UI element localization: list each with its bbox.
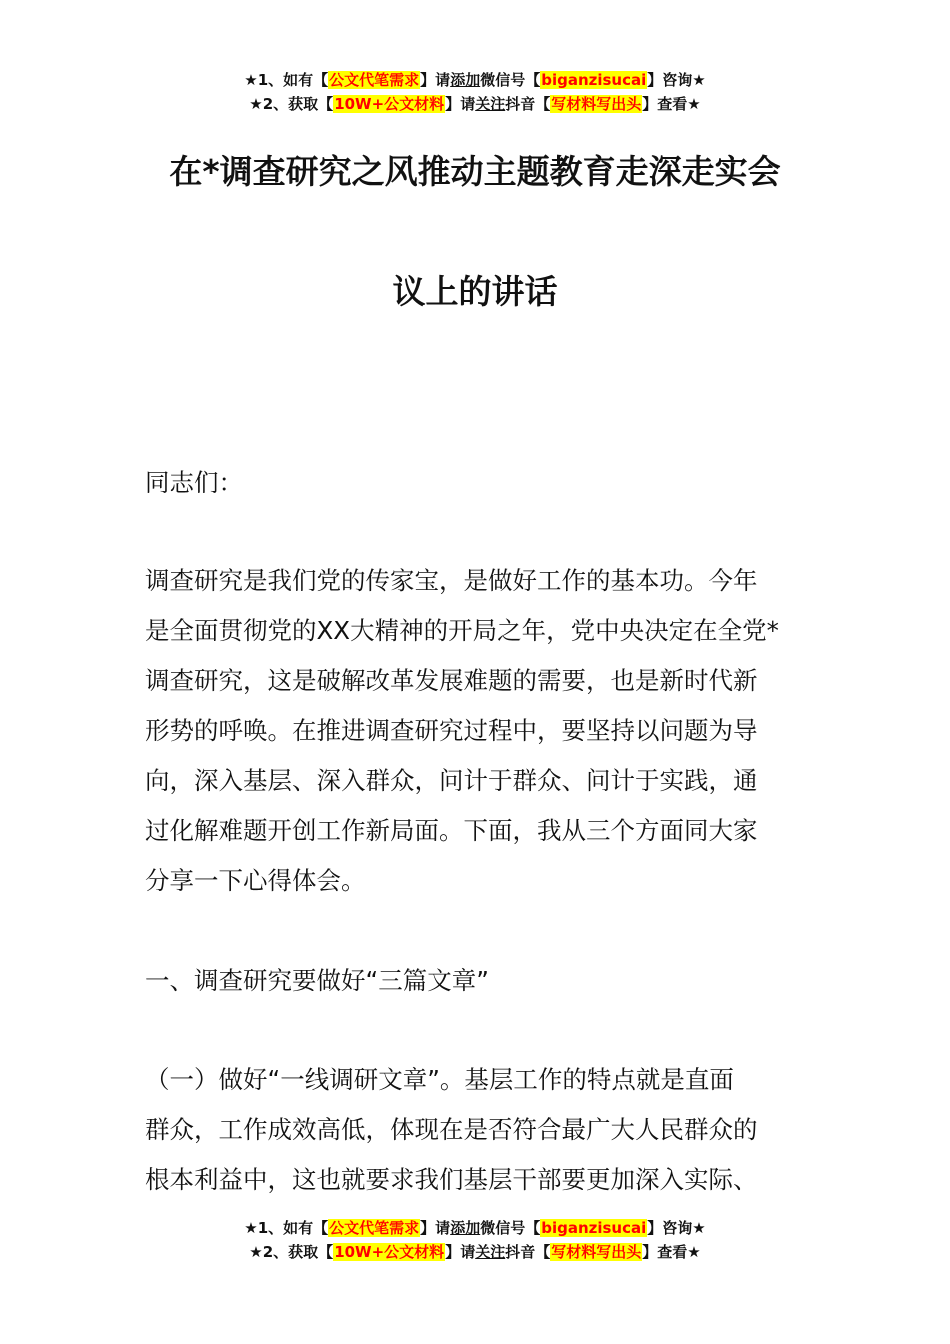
promo-highlight: 写材料写出头: [551, 95, 642, 113]
text-line: 是全面贯彻党的XX大精神的开局之年，党中央决定在全党*: [145, 616, 779, 645]
text-line: （一）做好“一线调研文章”。基层工作的特点就是直面: [145, 1065, 734, 1094]
promo-highlight: 10W+公文材料: [334, 1243, 445, 1261]
promo-text: 】咨询★: [647, 1219, 706, 1237]
promo-highlight: biganzisucai: [541, 1219, 647, 1237]
text-line: 形势的呼唤。在推进调查研究过程中，要坚持以问题为导: [145, 716, 758, 745]
document-title-line-1: 在*调查研究之风推动主题教育走深走实会: [169, 152, 781, 191]
promo-underlined: 添加: [450, 71, 481, 89]
promo-text: ★2、获取【: [249, 95, 334, 113]
promo-line-1: [0, 68, 950, 92]
promo-line-1: [0, 1216, 950, 1240]
promo-underlined: 关注: [475, 1243, 506, 1261]
salutation: 同志们：: [145, 468, 243, 497]
document-title-line-2: 议上的讲话: [392, 272, 558, 311]
promo-text: ★1、如有【: [244, 71, 329, 89]
text-line: 群众，工作成效高低，体现在是否符合最广大人民群众的: [145, 1115, 758, 1144]
promo-text: 】请: [420, 1219, 451, 1237]
promo-highlight: 公文代笔需求: [329, 71, 420, 89]
promo-text: 】请: [420, 71, 451, 89]
promo-text: 】咨询★: [647, 71, 706, 89]
promo-text: 微信号【: [480, 71, 541, 89]
promo-highlight: biganzisucai: [541, 71, 647, 89]
text-line: 过化解难题开创工作新局面。下面，我从三个方面同大家: [145, 816, 758, 845]
promo-underlined: 关注: [475, 95, 506, 113]
text-line: 根本利益中，这也就要求我们基层干部要更加深入实际、: [145, 1165, 758, 1194]
promo-underlined: 添加: [450, 1219, 481, 1237]
promo-text: 抖音【: [505, 95, 551, 113]
text-line: 分享一下心得体会。: [145, 866, 366, 895]
promo-text: 】查看★: [642, 1243, 701, 1261]
promo-banner-top: [0, 68, 950, 116]
section-heading-1: 一、调查研究要做好“三篇文章”: [145, 966, 489, 995]
promo-highlight: 10W+公文材料: [334, 95, 445, 113]
promo-text: 微信号【: [480, 1219, 541, 1237]
text-line: 调查研究，这是破解改革发展难题的需要，也是新时代新: [145, 666, 758, 695]
section-paragraph-1: [145, 1055, 810, 1205]
promo-text: 】查看★: [642, 95, 701, 113]
promo-text: 抖音【: [505, 1243, 551, 1261]
text-line: 调查研究是我们党的传家宝，是做好工作的基本功。今年: [145, 566, 758, 595]
promo-text: 】请: [445, 95, 476, 113]
promo-banner-bottom: [0, 1216, 950, 1264]
promo-highlight: 公文代笔需求: [329, 1219, 420, 1237]
promo-line-2: [0, 92, 950, 116]
promo-highlight: 写材料写出头: [551, 1243, 642, 1261]
promo-line-2: [0, 1240, 950, 1264]
text-line: 向，深入基层、深入群众，问计于群众、问计于实践，通: [145, 766, 758, 795]
promo-text: ★1、如有【: [244, 1219, 329, 1237]
promo-text: ★2、获取【: [249, 1243, 334, 1261]
intro-paragraph: [145, 556, 810, 906]
promo-text: 】请: [445, 1243, 476, 1261]
